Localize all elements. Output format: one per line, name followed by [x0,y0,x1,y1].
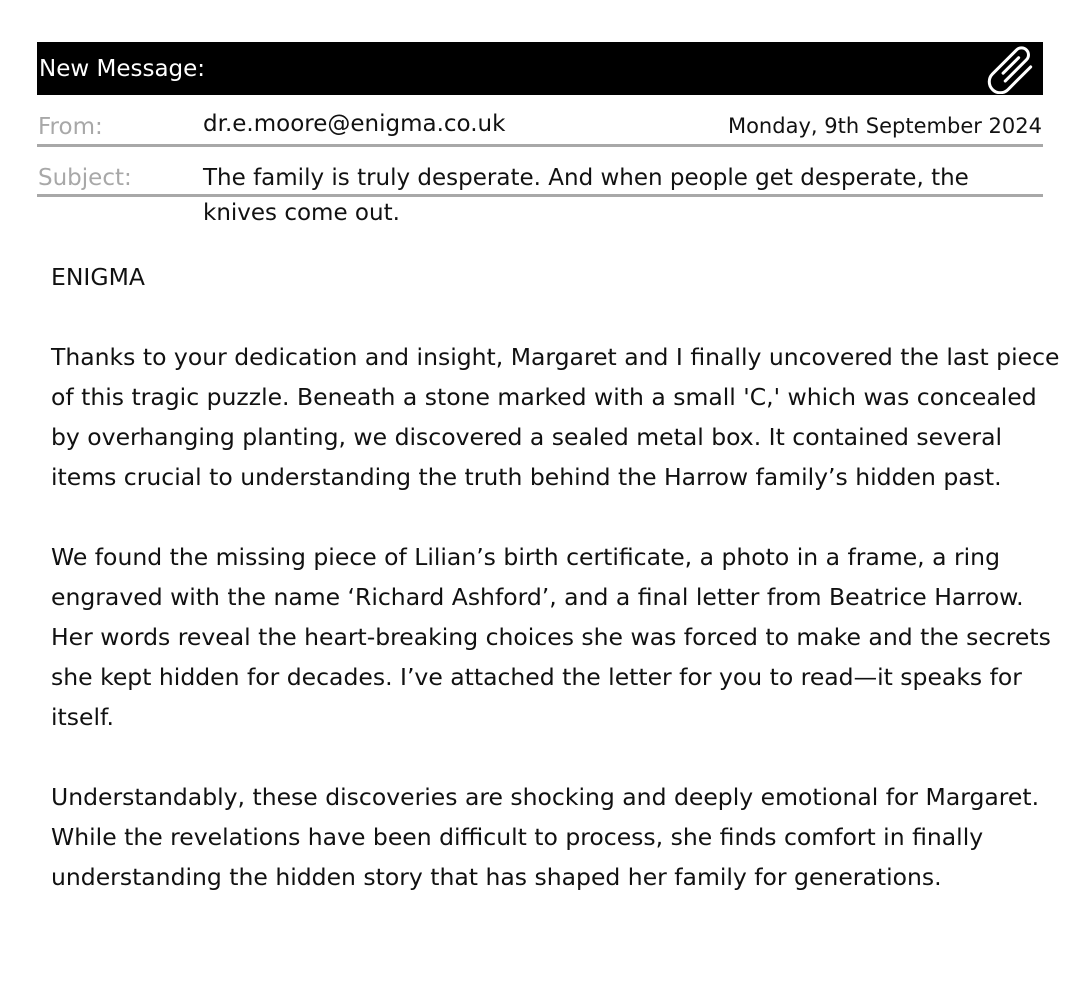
message-date: Monday, 9th September 2024 [727,114,1042,138]
paperclip-icon[interactable] [985,44,1041,94]
message-body [51,257,1061,897]
greeting: ENIGMA [51,263,145,291]
subject-divider [37,194,1043,197]
body-paragraph: We found the missing piece of Lilian’s birth certificate, a photo in a frame, a ring engraved with the name ‘Richard Ashford’, and a final letter from Beatrice Harrow. Her words reveal the heart-breaking choices she was forced to make and the secrets she kept hidden for decades. I’ve attached the letter for you to read—it speaks for itself. [51,543,1051,731]
message-header-bar [37,42,1043,95]
from-label: From: [38,114,103,140]
subject-text: The family is truly desperate. And when people get desperate, the knives come out. [203,165,969,226]
message-title: New Message: [39,56,206,82]
sender-email[interactable]: dr.e.moore@enigma.co.uk [203,111,506,137]
body-paragraph: Understandably, these discoveries are shocking and deeply emotional for Margaret. While the revelations have been difficult to process, she finds comfort in finally understanding the hidden story that has shaped her family for generations. [51,783,1040,891]
body-paragraph: Thanks to your dedication and insight, Margaret and I finally uncovered the last piece of this tragic puzzle. Beneath a stone marked with a small 'C,' which was concealed by overhanging planting, we discovered a sealed metal box. It contained several items crucial to understanding the truth behind the Harrow family’s hidden past. [51,343,1060,491]
from-divider [37,144,1043,147]
subject-label: Subject: [38,165,132,191]
